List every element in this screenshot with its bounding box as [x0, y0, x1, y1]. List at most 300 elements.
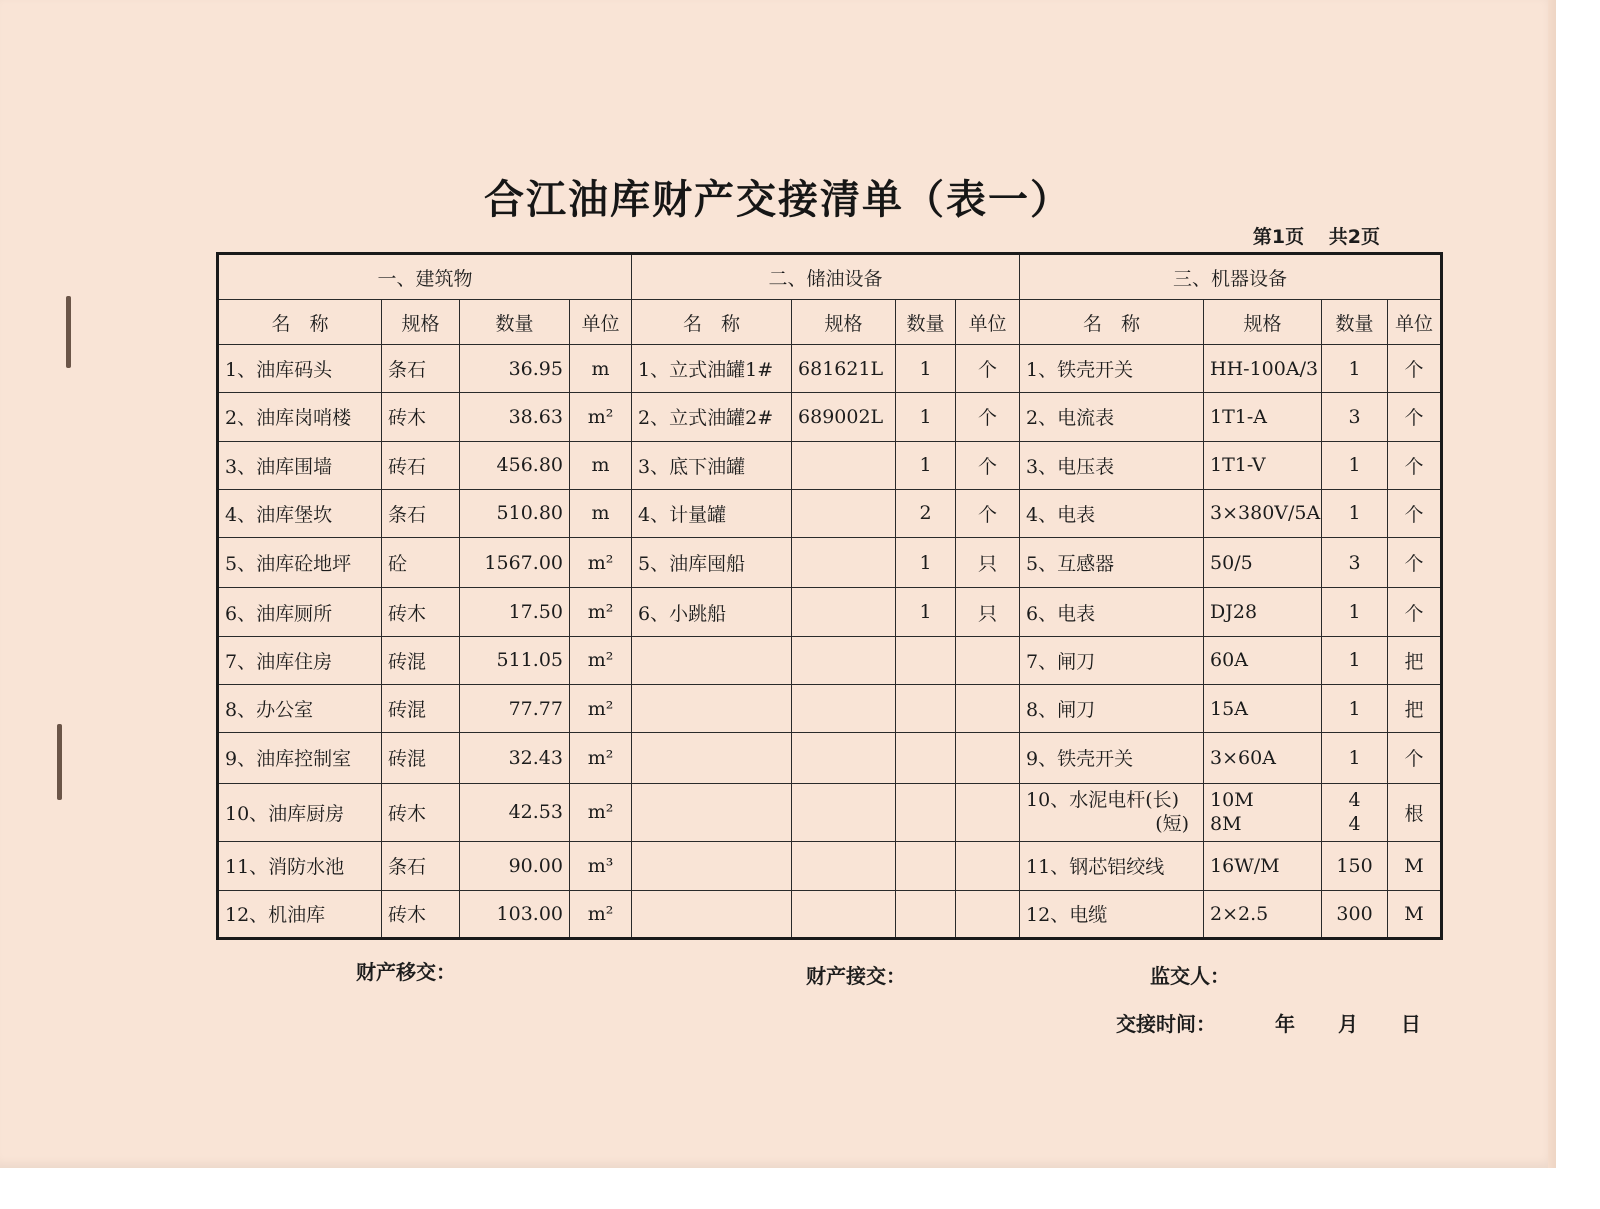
machinery-name: 12、电缆: [1026, 904, 1108, 927]
machinery-qty: 1: [1348, 357, 1361, 380]
oil-storage-unit: 个: [978, 407, 998, 430]
machinery-name-cell: [1020, 538, 1204, 588]
building-spec: 砖石: [388, 455, 427, 478]
oil-storage-name: 4、计量罐: [638, 503, 727, 526]
building-name-cell: [218, 345, 382, 393]
machinery-spec-cell: [1204, 783, 1322, 842]
oil-storage-spec-cell: [792, 489, 896, 537]
oil-storage-unit: 只: [978, 553, 998, 576]
machinery-qty-cell: [1322, 393, 1388, 441]
machinery-unit-cell: [1388, 890, 1442, 938]
building-spec: 条石: [388, 856, 427, 879]
machinery-name-cell: [1020, 842, 1204, 890]
building-unit-cell: [570, 783, 632, 842]
oil-storage-unit-cell: [956, 538, 1020, 588]
machinery-unit: 个: [1404, 455, 1424, 478]
oil-storage-spec-cell: [792, 345, 896, 393]
building-qty: 456.80: [496, 454, 563, 477]
oil-storage-qty-cell: [896, 393, 956, 441]
building-spec: 条石: [388, 359, 427, 382]
building-qty-cell: [460, 345, 570, 393]
machinery-unit-cell: [1388, 588, 1442, 636]
machinery-qty: 1: [1348, 697, 1361, 720]
oil-storage-spec-cell: [792, 636, 896, 684]
building-unit: m²: [587, 697, 614, 720]
machinery-spec: 15A: [1210, 697, 1248, 720]
machinery-unit-cell: [1388, 393, 1442, 441]
building-unit: m²: [587, 405, 614, 428]
building-qty: 510.80: [496, 502, 563, 525]
machinery-name-secondary: (短): [1155, 813, 1190, 836]
building-unit-cell: [570, 842, 632, 890]
building-qty-cell: [460, 489, 570, 537]
column-header-row: [218, 300, 1442, 345]
building-spec-cell: [382, 733, 460, 783]
date-day: 日: [1400, 1012, 1421, 1036]
building-name: 2、油库岗哨楼: [225, 407, 352, 430]
machinery-qty-cell: [1322, 842, 1388, 890]
machinery-name-cell: [1020, 684, 1204, 732]
machinery-unit-cell: [1388, 733, 1442, 783]
machinery-unit: 个: [1404, 553, 1424, 576]
machinery-spec-cell: [1204, 890, 1322, 938]
section-oil-storage: 二、储油设备: [632, 254, 1020, 300]
machinery-unit: 个: [1404, 503, 1424, 526]
machinery-name: 1、铁壳开关: [1026, 359, 1134, 382]
building-name: 6、油库厕所: [225, 602, 333, 625]
machinery-name: 6、电表: [1026, 602, 1096, 625]
machinery-unit: M: [1404, 902, 1424, 925]
oil-storage-qty-cell: [896, 345, 956, 393]
building-spec: 砖木: [388, 407, 427, 430]
oil-storage-unit: 只: [978, 602, 998, 625]
oil-storage-spec-cell: [792, 684, 896, 732]
machinery-qty: 3: [1348, 405, 1361, 428]
oil-storage-name-cell: [632, 733, 792, 783]
page-total: 共2页: [1328, 226, 1380, 248]
building-unit-cell: [570, 538, 632, 588]
building-qty: 1567.00: [484, 551, 563, 574]
machinery-qty: 1: [1348, 502, 1361, 525]
oil-storage-unit-cell: [956, 684, 1020, 732]
building-spec-cell: [382, 489, 460, 537]
col-qty: 数量: [1322, 300, 1388, 345]
building-spec-cell: [382, 842, 460, 890]
machinery-spec-cell: [1204, 684, 1322, 732]
machinery-qty-cell: [1322, 441, 1388, 489]
machinery-spec-cell: [1204, 733, 1322, 783]
building-name: 12、机油库: [225, 904, 326, 927]
oil-storage-qty-cell: [896, 441, 956, 489]
building-name-cell: [218, 489, 382, 537]
building-name-cell: [218, 588, 382, 636]
oil-storage-name: 5、油库囤船: [638, 553, 746, 576]
building-unit: m: [591, 454, 610, 477]
building-unit-cell: [570, 733, 632, 783]
building-qty-cell: [460, 393, 570, 441]
building-unit-cell: [570, 441, 632, 489]
oil-storage-unit-cell: [956, 842, 1020, 890]
table-row: [218, 345, 1442, 393]
machinery-qty: 1: [1348, 601, 1361, 624]
machinery-qty: 150: [1336, 854, 1373, 877]
building-spec-cell: [382, 684, 460, 732]
machinery-name: 8、闸刀: [1026, 699, 1096, 722]
date-year: 年: [1274, 1012, 1295, 1036]
oil-storage-qty-cell: [896, 684, 956, 732]
building-qty-cell: [460, 684, 570, 732]
building-qty: 38.63: [508, 405, 563, 428]
machinery-name: 10、水泥电杆(长): [1026, 789, 1180, 812]
machinery-spec: 10M: [1210, 789, 1254, 812]
building-qty-cell: [460, 890, 570, 938]
building-qty: 511.05: [496, 649, 563, 672]
machinery-spec: 3×60A: [1210, 746, 1276, 769]
machinery-qty-cell: [1322, 538, 1388, 588]
date-month: 月: [1337, 1012, 1358, 1036]
oil-storage-name-cell: [632, 441, 792, 489]
building-spec-cell: [382, 588, 460, 636]
col-spec: 规格: [792, 300, 896, 345]
footer-transfer: 财产移交：: [356, 960, 456, 984]
machinery-spec-cell: [1204, 636, 1322, 684]
table-row: [218, 489, 1442, 537]
oil-storage-name-cell: [632, 345, 792, 393]
building-name: 3、油库围墙: [225, 455, 333, 478]
machinery-spec-cell: [1204, 441, 1322, 489]
machinery-unit-cell: [1388, 684, 1442, 732]
machinery-name-cell: [1020, 783, 1204, 842]
machinery-name-cell: [1020, 393, 1204, 441]
building-unit: m²: [587, 801, 614, 824]
col-unit: 单位: [570, 300, 632, 345]
oil-storage-name-cell: [632, 842, 792, 890]
oil-storage-qty-cell: [896, 588, 956, 636]
building-qty-cell: [460, 588, 570, 636]
machinery-qty: 4: [1348, 789, 1361, 812]
machinery-unit: 个: [1404, 602, 1424, 625]
oil-storage-unit-cell: [956, 345, 1020, 393]
machinery-unit: 把: [1404, 650, 1424, 673]
oil-storage-name-cell: [632, 890, 792, 938]
machinery-unit: M: [1404, 854, 1424, 877]
col-spec: 规格: [382, 300, 460, 345]
building-name: 5、油库砼地坪: [225, 553, 352, 576]
oil-storage-qty-cell: [896, 842, 956, 890]
oil-storage-name: 6、小跳船: [638, 602, 727, 625]
machinery-spec: 2×2.5: [1210, 902, 1269, 925]
col-qty: 数量: [460, 300, 570, 345]
building-name: 10、油库厨房: [225, 802, 345, 825]
building-name: 8、办公室: [225, 699, 314, 722]
machinery-spec: 16W/M: [1210, 854, 1280, 877]
oil-storage-unit-cell: [956, 441, 1020, 489]
table-row: [218, 842, 1442, 890]
oil-storage-name: 3、底下油罐: [638, 455, 746, 478]
oil-storage-name-cell: [632, 393, 792, 441]
building-unit-cell: [570, 684, 632, 732]
table-row: [218, 636, 1442, 684]
oil-storage-unit-cell: [956, 733, 1020, 783]
building-unit: m²: [587, 551, 614, 574]
building-unit: m²: [587, 649, 614, 672]
machinery-name-cell: [1020, 890, 1204, 938]
staple-bottom: [57, 724, 62, 800]
inventory-table: [216, 252, 1443, 940]
machinery-spec-secondary: 8M: [1210, 813, 1242, 836]
building-spec-cell: [382, 636, 460, 684]
oil-storage-spec-cell: [792, 733, 896, 783]
building-name-cell: [218, 393, 382, 441]
building-name-cell: [218, 842, 382, 890]
oil-storage-name-cell: [632, 588, 792, 636]
building-name-cell: [218, 890, 382, 938]
machinery-name-cell: [1020, 636, 1204, 684]
staple-top: [66, 296, 71, 368]
machinery-spec: 60A: [1210, 649, 1248, 672]
building-name: 1、油库码头: [225, 359, 333, 382]
oil-storage-qty: 1: [919, 601, 932, 624]
building-spec-cell: [382, 783, 460, 842]
building-qty-cell: [460, 538, 570, 588]
machinery-unit: 把: [1404, 699, 1424, 722]
machinery-name-cell: [1020, 733, 1204, 783]
building-unit: m³: [587, 854, 614, 877]
building-spec-cell: [382, 441, 460, 489]
machinery-spec-cell: [1204, 538, 1322, 588]
table-row: [218, 588, 1442, 636]
machinery-spec: 50/5: [1210, 551, 1253, 574]
col-name: 名 称: [218, 300, 382, 345]
inventory-body: [218, 345, 1442, 939]
building-name: 11、消防水池: [225, 856, 345, 879]
machinery-unit: 根: [1404, 802, 1424, 825]
building-unit-cell: [570, 489, 632, 537]
oil-storage-unit: 个: [978, 503, 998, 526]
machinery-qty-cell: [1322, 890, 1388, 938]
building-spec: 砖混: [388, 748, 427, 771]
col-unit: 单位: [1388, 300, 1442, 345]
oil-storage-qty: 2: [919, 502, 932, 525]
building-unit-cell: [570, 345, 632, 393]
building-unit: m: [591, 357, 610, 380]
oil-storage-qty-cell: [896, 489, 956, 537]
building-spec: 砖混: [388, 650, 427, 673]
machinery-name: 3、电压表: [1026, 455, 1115, 478]
building-name-cell: [218, 684, 382, 732]
footer-receive: 财产接交：: [806, 964, 906, 988]
building-qty: 32.43: [508, 746, 563, 769]
oil-storage-qty-cell: [896, 783, 956, 842]
machinery-qty: 1: [1348, 746, 1361, 769]
col-spec: 规格: [1204, 300, 1322, 345]
footer-handover-time: [1116, 1008, 1421, 1037]
oil-storage-spec-cell: [792, 890, 896, 938]
machinery-spec-cell: [1204, 393, 1322, 441]
section-header-row: [218, 254, 1442, 300]
building-spec: 砖木: [388, 904, 427, 927]
machinery-unit: 个: [1404, 748, 1424, 771]
col-unit: 单位: [956, 300, 1020, 345]
building-qty-cell: [460, 441, 570, 489]
machinery-unit-cell: [1388, 636, 1442, 684]
page-number: 第1页: [1252, 226, 1305, 248]
oil-storage-qty: 1: [919, 551, 932, 574]
building-name: 9、油库控制室: [225, 748, 352, 771]
building-spec: 砖木: [388, 802, 427, 825]
machinery-unit-cell: [1388, 842, 1442, 890]
machinery-qty-cell: [1322, 345, 1388, 393]
building-unit: m²: [587, 746, 614, 769]
machinery-name-cell: [1020, 345, 1204, 393]
oil-storage-qty-cell: [896, 538, 956, 588]
building-qty: 36.95: [508, 357, 563, 380]
section-machinery: 三、机器设备: [1020, 254, 1442, 300]
machinery-unit-cell: [1388, 441, 1442, 489]
building-spec: 条石: [388, 503, 427, 526]
oil-storage-qty: 1: [919, 454, 932, 477]
building-unit: m: [591, 502, 610, 525]
table-row: [218, 441, 1442, 489]
machinery-spec-cell: [1204, 489, 1322, 537]
oil-storage-unit-cell: [956, 890, 1020, 938]
oil-storage-spec-cell: [792, 588, 896, 636]
machinery-name-cell: [1020, 588, 1204, 636]
building-qty: 17.50: [508, 601, 563, 624]
oil-storage-unit-cell: [956, 588, 1020, 636]
machinery-name: 9、铁壳开关: [1026, 748, 1134, 771]
oil-storage-unit: 个: [978, 455, 998, 478]
oil-storage-name-cell: [632, 684, 792, 732]
oil-storage-name-cell: [632, 489, 792, 537]
machinery-qty-cell: [1322, 733, 1388, 783]
oil-storage-qty-cell: [896, 890, 956, 938]
oil-storage-unit-cell: [956, 489, 1020, 537]
machinery-unit-cell: [1388, 783, 1442, 842]
machinery-spec: DJ28: [1210, 601, 1258, 624]
table-row: [218, 538, 1442, 588]
table-row: [218, 783, 1442, 842]
machinery-spec-cell: [1204, 588, 1322, 636]
building-qty: 103.00: [496, 902, 563, 925]
machinery-qty: 3: [1348, 551, 1361, 574]
machinery-qty-cell: [1322, 636, 1388, 684]
handover-time-label: 交接时间：: [1116, 1012, 1216, 1036]
table-row: [218, 890, 1442, 938]
building-name-cell: [218, 783, 382, 842]
oil-storage-qty-cell: [896, 636, 956, 684]
building-qty-cell: [460, 783, 570, 842]
oil-storage-name-cell: [632, 538, 792, 588]
machinery-qty-cell: [1322, 783, 1388, 842]
machinery-spec: 1T1-A: [1210, 405, 1268, 428]
oil-storage-spec-cell: [792, 441, 896, 489]
building-spec: 砼: [388, 553, 408, 576]
building-unit: m²: [587, 601, 614, 624]
building-unit-cell: [570, 588, 632, 636]
building-unit-cell: [570, 636, 632, 684]
machinery-qty-cell: [1322, 588, 1388, 636]
machinery-qty: 1: [1348, 454, 1361, 477]
oil-storage-name-cell: [632, 783, 792, 842]
machinery-qty-secondary: 4: [1348, 813, 1361, 836]
page-info: [1253, 222, 1380, 249]
page-title: 合江油库财产交接清单（表一）: [484, 177, 1072, 223]
machinery-spec: HH-100A/3: [1210, 357, 1319, 380]
oil-storage-qty-cell: [896, 733, 956, 783]
oil-storage-name: 2、立式油罐2#: [638, 407, 774, 430]
building-unit-cell: [570, 890, 632, 938]
col-name: 名 称: [1020, 300, 1204, 345]
oil-storage-qty: 1: [919, 405, 932, 428]
oil-storage-name-cell: [632, 636, 792, 684]
machinery-name: 4、电表: [1026, 503, 1096, 526]
machinery-qty-cell: [1322, 684, 1388, 732]
building-unit: m²: [587, 902, 614, 925]
building-qty-cell: [460, 733, 570, 783]
machinery-spec: 1T1-V: [1210, 454, 1266, 477]
machinery-unit-cell: [1388, 345, 1442, 393]
building-qty-cell: [460, 842, 570, 890]
machinery-name: 2、电流表: [1026, 407, 1115, 430]
machinery-name: 11、钢芯铝绞线: [1026, 856, 1165, 879]
oil-storage-spec-cell: [792, 842, 896, 890]
building-name-cell: [218, 441, 382, 489]
building-unit-cell: [570, 393, 632, 441]
col-qty: 数量: [896, 300, 956, 345]
building-spec: 砖混: [388, 699, 427, 722]
machinery-qty: 300: [1336, 902, 1373, 925]
oil-storage-unit: 个: [978, 359, 998, 382]
oil-storage-unit-cell: [956, 636, 1020, 684]
building-qty-cell: [460, 636, 570, 684]
building-qty: 90.00: [508, 854, 563, 877]
building-name: 4、油库堡坎: [225, 503, 333, 526]
section-buildings: 一、建筑物: [218, 254, 632, 300]
machinery-qty: 1: [1348, 649, 1361, 672]
machinery-unit: 个: [1404, 407, 1424, 430]
machinery-name: 5、互感器: [1026, 553, 1115, 576]
table-row: [218, 733, 1442, 783]
machinery-name: 7、闸刀: [1026, 650, 1096, 673]
building-spec-cell: [382, 890, 460, 938]
machinery-unit: 个: [1404, 359, 1424, 382]
oil-storage-qty: 1: [919, 357, 932, 380]
machinery-qty-cell: [1322, 489, 1388, 537]
machinery-spec: 3×380V/5A: [1210, 502, 1321, 525]
machinery-unit-cell: [1388, 538, 1442, 588]
machinery-spec-cell: [1204, 345, 1322, 393]
building-spec-cell: [382, 538, 460, 588]
building-spec-cell: [382, 345, 460, 393]
table-row: [218, 393, 1442, 441]
oil-storage-unit-cell: [956, 783, 1020, 842]
building-qty: 77.77: [508, 697, 563, 720]
col-name: 名 称: [632, 300, 792, 345]
building-qty: 42.53: [508, 801, 563, 824]
footer-supervisor: 监交人：: [1150, 964, 1230, 988]
building-name-cell: [218, 636, 382, 684]
machinery-spec-cell: [1204, 842, 1322, 890]
oil-storage-spec-cell: [792, 393, 896, 441]
oil-storage-spec-cell: [792, 783, 896, 842]
building-spec-cell: [382, 393, 460, 441]
oil-storage-name: 1、立式油罐1#: [638, 359, 774, 382]
machinery-name-cell: [1020, 489, 1204, 537]
oil-storage-spec-cell: [792, 538, 896, 588]
building-name: 7、油库住房: [225, 650, 333, 673]
oil-storage-spec: 689002L: [798, 405, 884, 428]
